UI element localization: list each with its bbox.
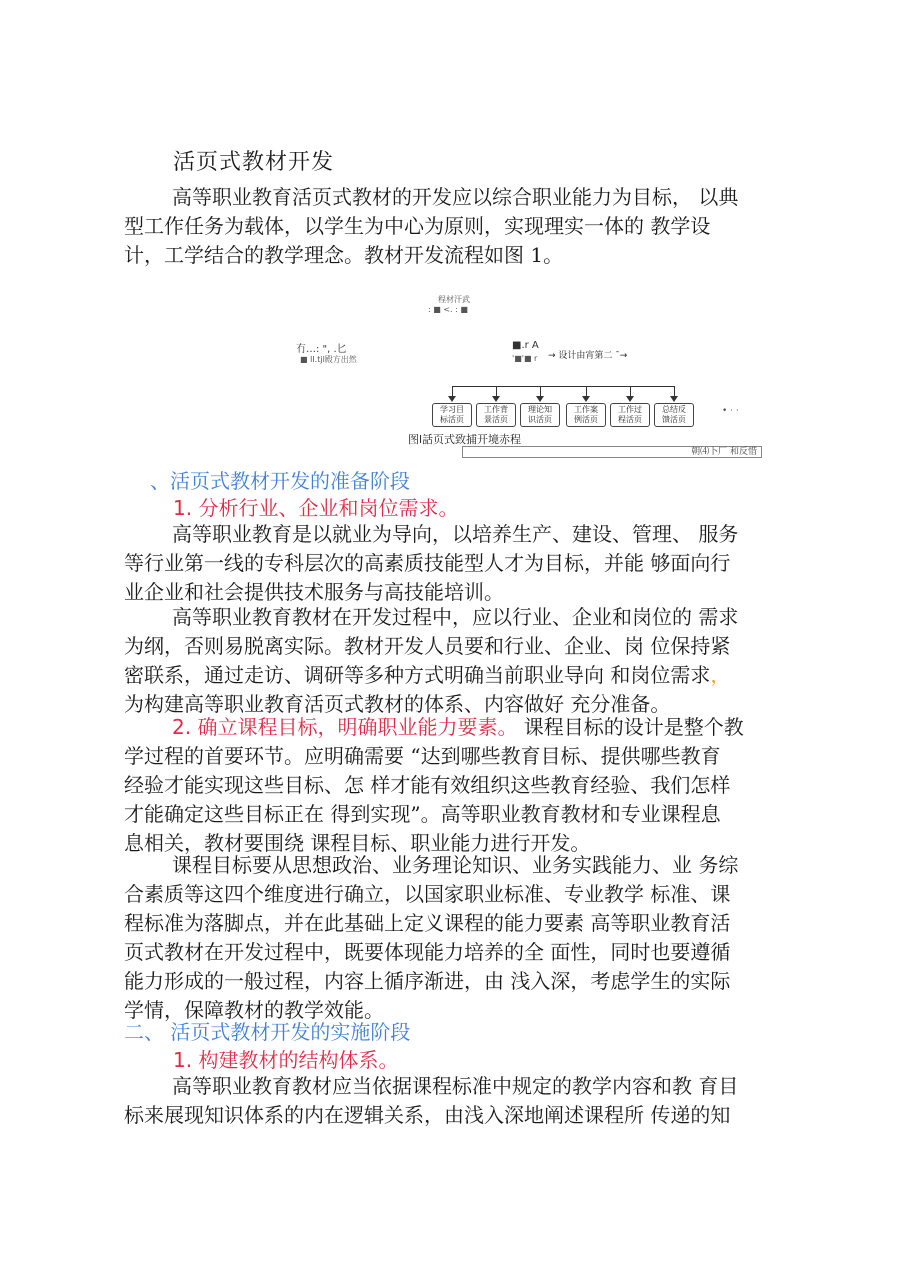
flow-box-work-case: 工作案 例活页: [566, 403, 606, 427]
figure-mid-sub: '■'■ r: [512, 354, 538, 363]
text-span: 密联系，通过走访、调研等多种方式明确当前职业导向 和岗位需求: [124, 663, 711, 687]
flow-box-theory: 理论知 识活页: [520, 403, 560, 427]
text-line: 高等职业教育是以就业为导向，以培养生产、建设、管理、 服务: [172, 522, 739, 546]
section-1-subheading-2: 2. 确立课程目标，明确职业能力要素。: [172, 715, 518, 739]
text-line: 才能确定这些目标正在 得到实现”。高等职业教育教材和专业课程息: [124, 802, 721, 826]
section-1-paragraph-3: [124, 713, 794, 858]
figure-top-sub: : ■ <. : ■: [428, 305, 468, 314]
arrow-down-icon: [670, 396, 678, 402]
figure-caption: 图l話页式致捕开境赤程: [408, 433, 522, 446]
flow-box-learning-goal: 学习目 标活页: [432, 403, 472, 427]
connector-line: [452, 386, 674, 387]
text-line: 型工作任务为载体，以学生为中心为原则，实现理实一体的 教学设: [124, 214, 711, 238]
text-line: 高等职业教育教材在开发过程中，应以行业、企业和岗位的 需求: [172, 605, 739, 629]
text-line: [124, 713, 794, 742]
text-line: [124, 661, 794, 690]
section-1-paragraph-2: [124, 603, 794, 719]
text-line: 合素质等这四个维度进行确立，以国家职业标准、专业教学 标准、课: [124, 882, 731, 906]
text-line: 程标准为落脚点，并在此基础上定义课程的能力要素 高等职业教育活: [124, 911, 731, 935]
intro-paragraph: [124, 183, 794, 270]
section-2-paragraph-1: [124, 1072, 794, 1130]
figure-left-label: 冇…: ", .匕: [296, 344, 347, 355]
section-2-heading: 二、 活页式教材开发的实施阶段: [124, 1020, 411, 1044]
flow-box-work-background: 工作背 景活页: [476, 403, 516, 427]
orange-comma: ，: [710, 663, 731, 687]
text-line: 为构建高等职业教育活页式教材的体系、内容做好 充分准备。: [124, 692, 671, 716]
text-line: 学情，保障教材的教学效能。: [124, 998, 384, 1022]
text-line: 经验才能实现这些目标、怎 样才能有效组织这些教育经验、我们怎样: [124, 773, 731, 797]
arrow-down-icon: [536, 396, 544, 402]
text-line: 页式教材在开发过程中，既要体现能力培养的全 面性，同时也要遵循: [124, 940, 731, 964]
arrow-down-icon: [448, 396, 456, 402]
section-1-paragraph-1: [124, 520, 794, 607]
section-2-subheading-1: 1. 构建教材的结构体系。: [173, 1048, 399, 1072]
flow-box-work-process: 工作过 程活页: [610, 403, 650, 427]
figure-bottom-bar: 朝⑷卜厂 和反惜: [462, 446, 762, 458]
text-line: 业企业和社会提供技术服务与高技能培训。: [124, 580, 504, 604]
figure-dots: • · ·: [722, 406, 739, 416]
text-line: 学过程的首要环节。应明确需要 “达到哪些教育目标、提供哪些教育: [124, 744, 721, 768]
text-line: 标来展现知识体系的内在逻辑关系，由浅入深地阐述课程所 传递的知: [124, 1103, 731, 1127]
figure-left-sub: ■ lI.tjl殿方出然: [300, 355, 357, 364]
section-1-heading: 、活页式教材开发的准备阶段: [150, 469, 410, 493]
section-1-paragraph-4: [124, 851, 794, 1025]
text-line: 课程目标要从思想政治、业务理论知识、业务实践能力、业 务综: [172, 853, 739, 877]
text-line: 高等职业教育教材应当依据课程标准中规定的教学内容和教 育目: [172, 1074, 739, 1098]
text-line: 等行业第一线的专科层次的高素质技能型人才为目标，并能 够面向行: [124, 551, 731, 575]
text-line: 能力形成的一般过程，内容上循序渐进，由 浅入深，考虑学生的实际: [124, 969, 731, 993]
flow-box-feedback: 总结反 馈活页: [654, 403, 694, 427]
arrow-down-icon: [626, 396, 634, 402]
figure-mid-label: ■.r A: [512, 340, 539, 351]
text-line: 为纲，否则易脱离实际。教材开发人员要和行业、企业、岗 位保持紧: [124, 634, 731, 658]
figure-top-label: 程材汗武: [438, 295, 470, 304]
arrow-down-icon: [492, 396, 500, 402]
page-title: 活页式教材开发: [173, 150, 335, 175]
flow-diagram-figure: [290, 288, 770, 463]
figure-flow-text: → 设计由宵第二 ˉ→: [548, 351, 628, 361]
text-line: 息相关，教材要围绕 课程目标、职业能力进行开发。: [124, 831, 591, 855]
section-1-subheading-1: 1. 分析行业、企业和岗位需求。: [173, 496, 459, 520]
text-line: 计，工学结合的教学理念。教材开发流程如图 1。: [124, 243, 564, 267]
text-line: 高等职业教育活页式教材的开发应以综合职业能力为目标， 以典: [172, 185, 739, 209]
text-span: 课程目标的设计是整个教: [517, 715, 744, 739]
arrow-down-icon: [582, 396, 590, 402]
